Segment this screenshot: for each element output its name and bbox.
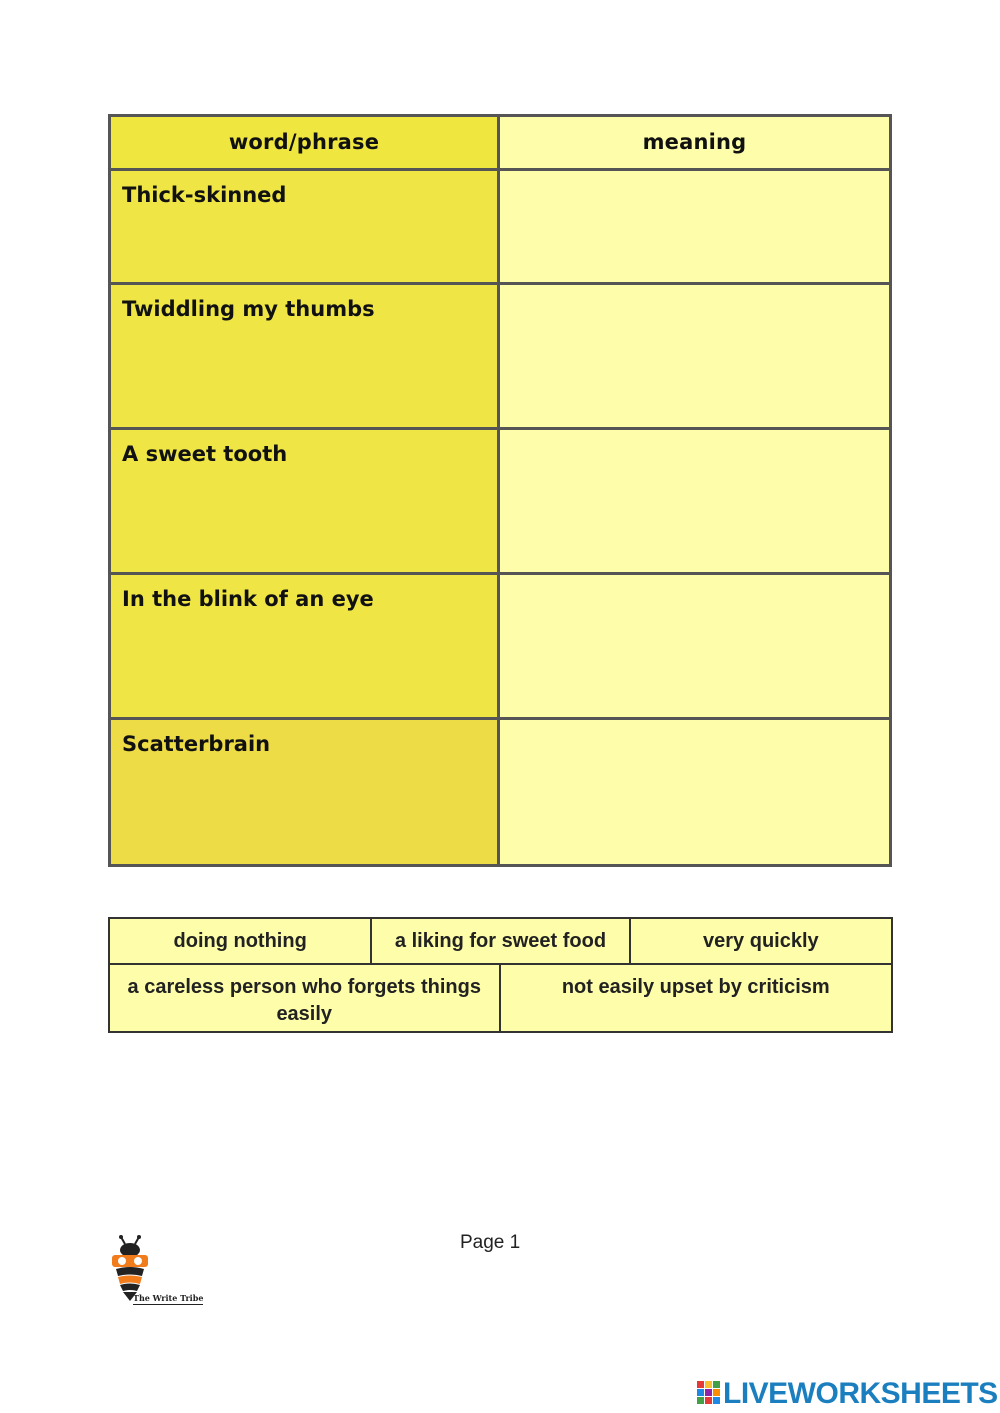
meaning-drop-zone[interactable] bbox=[500, 430, 889, 575]
meaning-drop-zone[interactable] bbox=[500, 171, 889, 285]
phrase-cell bbox=[111, 285, 500, 430]
liveworksheets-logo-icon bbox=[697, 1381, 721, 1407]
logo-caption: The Write Tribe bbox=[133, 1293, 204, 1303]
header-meaning-label: meaning bbox=[642, 130, 747, 154]
phrase-text: Thick-skinned bbox=[122, 183, 287, 207]
table-row bbox=[111, 171, 889, 285]
word-bank-option[interactable]: not easily upset by criticism bbox=[561, 976, 830, 998]
word-bank-option[interactable]: doing nothing bbox=[173, 930, 307, 952]
word-bank-option[interactable]: a liking for sweet food bbox=[370, 919, 630, 963]
meaning-drop-zone[interactable] bbox=[500, 720, 889, 864]
word-bank-option[interactable]: very quickly bbox=[703, 930, 819, 952]
phrase-cell bbox=[111, 720, 500, 864]
liveworksheets-text: LIVEWORKSHEETS bbox=[723, 1377, 998, 1410]
phrase-cell bbox=[111, 171, 500, 285]
word-bank-option[interactable]: a careless person who forgets things easily bbox=[110, 965, 501, 1033]
meaning-drop-zone[interactable] bbox=[500, 285, 889, 430]
liveworksheets-brand[interactable] bbox=[697, 1377, 998, 1411]
table-row bbox=[111, 575, 889, 720]
phrase-text: In the blink of an eye bbox=[122, 587, 374, 611]
word-bank-row bbox=[110, 919, 891, 965]
phrase-text: A sweet tooth bbox=[122, 442, 288, 466]
table-row bbox=[111, 285, 889, 430]
idiom-table bbox=[108, 114, 892, 867]
phrase-text: Twiddling my thumbs bbox=[122, 297, 375, 321]
table-row bbox=[111, 720, 889, 864]
phrase-text: Scatterbrain bbox=[122, 732, 271, 756]
header-word-label: word/phrase bbox=[228, 130, 380, 154]
meaning-drop-zone[interactable] bbox=[500, 575, 889, 720]
word-bank-row bbox=[110, 965, 891, 1033]
table-row bbox=[111, 430, 889, 575]
header-meaning-cell bbox=[500, 117, 889, 171]
header-word-cell bbox=[111, 117, 500, 171]
phrase-cell bbox=[111, 430, 500, 575]
word-bank bbox=[108, 917, 893, 1033]
table-header-row bbox=[111, 117, 889, 171]
phrase-cell bbox=[111, 575, 500, 720]
page-number: Page 1 bbox=[460, 1232, 521, 1253]
